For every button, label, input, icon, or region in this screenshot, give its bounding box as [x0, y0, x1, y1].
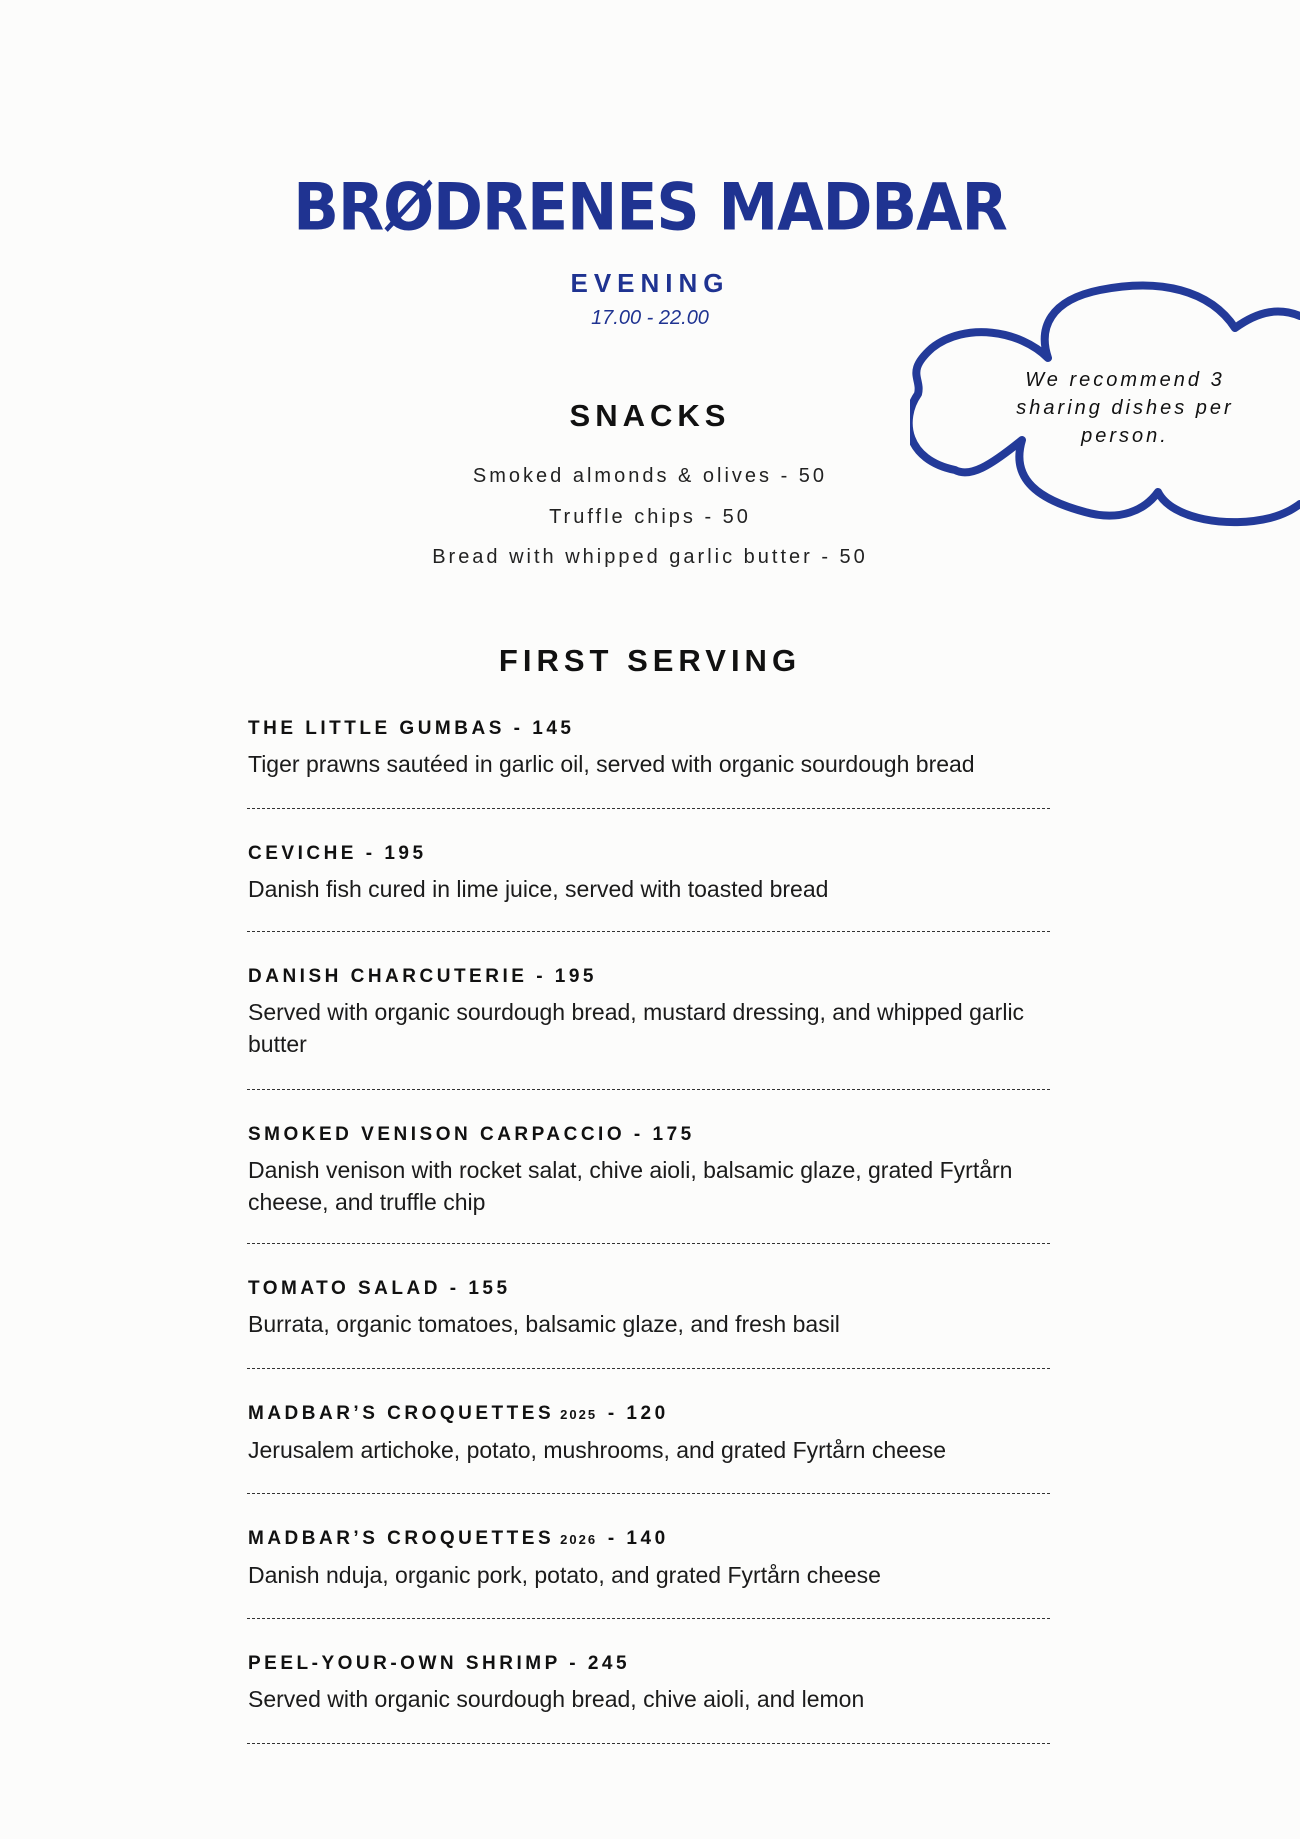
menu-item-heading — [248, 1528, 1050, 1551]
dashed-divider — [247, 931, 1050, 932]
menu-item-name: MADBAR’S CROQUETTES — [248, 1403, 555, 1424]
service-name: EVENING — [570, 268, 730, 298]
menu-item-price: - 140 — [607, 1528, 669, 1549]
menu-item-description: Danish venison with rocket salat, chive aioli, balsamic glaze, grated Fyrtårn cheese, and truffle chip — [248, 1157, 1013, 1215]
menu-item — [248, 1403, 1050, 1466]
menu-item — [248, 966, 1050, 1060]
snack-item: Truffle chips - 50 — [549, 506, 751, 528]
menu-item-name: THE LITTLE GUMBAS — [248, 718, 505, 739]
snacks-heading: SNACKS — [569, 398, 731, 433]
menu-item-name: SMOKED VENISON CARPACCIO — [248, 1124, 626, 1145]
menu-item-description: Tiger prawns sautéed in garlic oil, served with organic sourdough bread — [248, 751, 975, 777]
dashed-divider — [247, 1743, 1050, 1744]
dashed-divider — [247, 1089, 1050, 1090]
menu-item-heading — [248, 718, 1050, 740]
menu-item-description: Jerusalem artichoke, potato, mushrooms, and grated Fyrtårn cheese — [248, 1437, 947, 1463]
snack-item: Smoked almonds & olives - 50 — [472, 465, 828, 487]
dashed-divider — [247, 1493, 1050, 1494]
dashed-divider — [247, 1243, 1050, 1244]
menu-item-heading — [248, 843, 1050, 865]
menu-item-price: - 145 — [513, 718, 575, 739]
menu-item-heading — [248, 1278, 1050, 1300]
menu-item-price: - 155 — [449, 1278, 511, 1299]
menu-item-price: - 175 — [633, 1124, 695, 1145]
menu-item-price: - 120 — [607, 1403, 669, 1424]
menu-item-name: TOMATO SALAD — [248, 1278, 441, 1299]
menu-item-heading — [248, 1124, 1050, 1146]
menu-item-description: Served with organic sourdough bread, chive aioli, and lemon — [248, 1686, 865, 1712]
recommendation-text: We recommend 3 sharing dishes per person. — [1016, 369, 1234, 447]
menu-item — [248, 1124, 1050, 1218]
menu-item-price: - 245 — [569, 1653, 631, 1674]
menu-item — [248, 1528, 1050, 1591]
menu-item-name: CEVICHE — [248, 843, 357, 864]
menu-item — [248, 1653, 1050, 1715]
menu-item — [248, 1278, 1050, 1340]
menu-item-description: Danish fish cured in lime juice, served with toasted bread — [248, 876, 829, 902]
menu-item-year: 2025 — [560, 1407, 598, 1422]
menu-item — [248, 843, 1050, 905]
menu-item-price: - 195 — [536, 966, 597, 987]
menu-item-description: Served with organic sourdough bread, mustard dressing, and whipped garlic butter — [248, 999, 1025, 1057]
dashed-divider — [247, 1368, 1050, 1369]
dashed-divider — [247, 1618, 1050, 1619]
restaurant-logo-title: BRØDRENES MADBAR — [293, 170, 1007, 246]
menu-item-heading — [248, 966, 1050, 988]
menu-item-heading — [248, 1403, 1050, 1426]
menu-item-description: Burrata, organic tomatoes, balsamic glaze, and fresh basil — [248, 1311, 840, 1337]
menu-item-name: PEEL-YOUR-OWN SHRIMP — [248, 1653, 561, 1674]
menu-item-name: DANISH CHARCUTERIE — [248, 966, 528, 987]
service-hours: 17.00 - 22.00 — [591, 307, 709, 329]
snack-item: Bread with whipped garlic butter - 50 — [432, 546, 868, 568]
first-serving-heading: FIRST SERVING — [498, 643, 802, 678]
menu-item-description: Danish nduja, organic pork, potato, and grated Fyrtårn cheese — [248, 1562, 881, 1588]
menu-item-price: - 195 — [365, 843, 427, 864]
menu-item-year: 2026 — [560, 1532, 598, 1547]
menu-item-heading — [248, 1653, 1050, 1675]
dashed-divider — [247, 808, 1050, 809]
menu-item-name: MADBAR’S CROQUETTES — [248, 1528, 555, 1549]
menu-item — [248, 718, 1050, 780]
